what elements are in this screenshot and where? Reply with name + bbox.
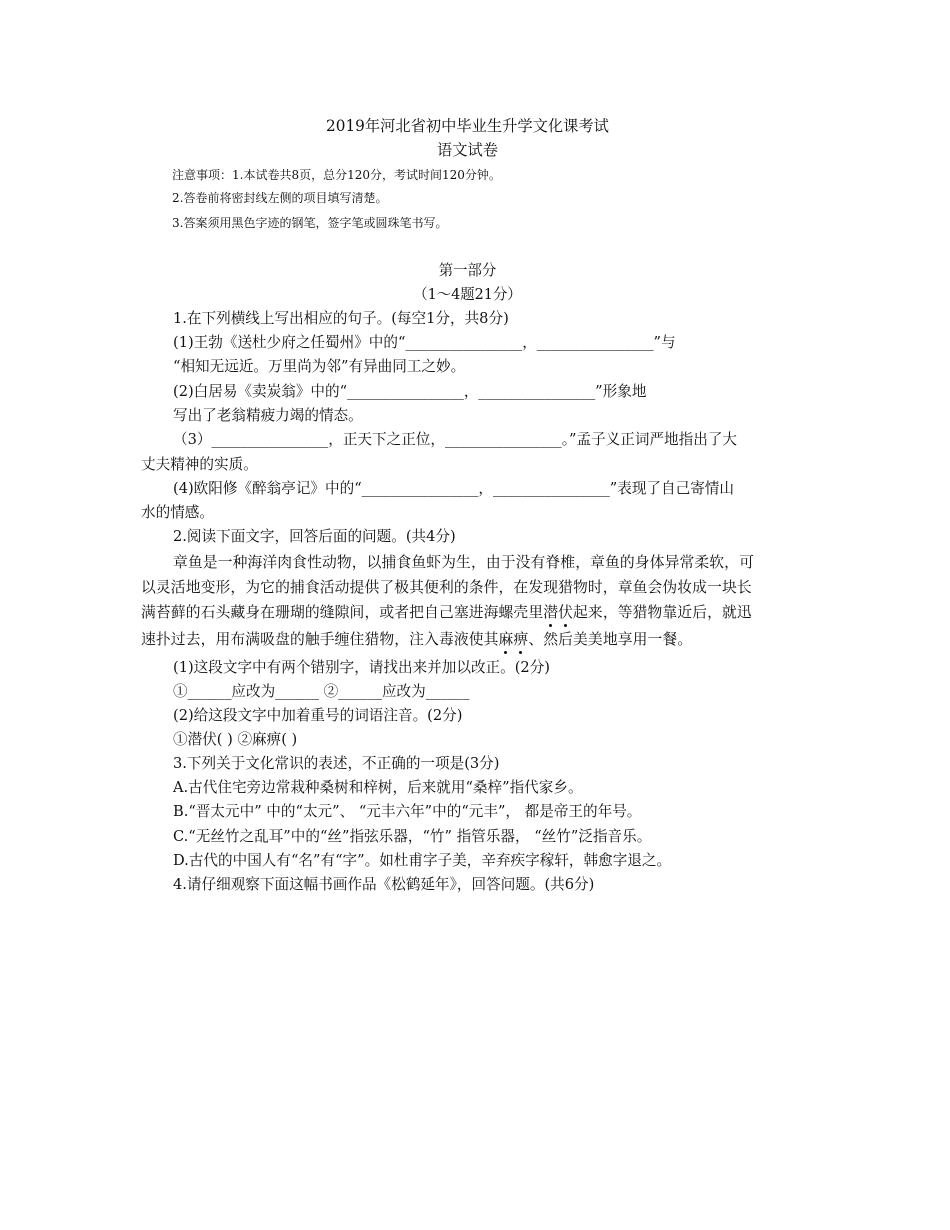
emphasized-char: 麻 <box>498 631 514 648</box>
q1-item3-line2: 丈夫精神的实质。 <box>141 456 258 473</box>
passage-text: 速扑过去，用布满吸盘的触手缠住猎物，注入毒液使其 <box>141 631 499 648</box>
q1-stem: 1.在下列横线上写出相应的句子。(每空1分，共8分) <box>173 310 509 327</box>
q2-sub1-blanks: ①______应改为______ ②______应改为______ <box>173 683 470 700</box>
notice-line-3: 3.答案须用黑色字迹的钢笔，签字笔或圆珠笔书写。 <box>172 216 448 230</box>
q3-option-a: A.古代住宅旁边常栽种桑树和梓树，后来就用“桑梓”指代家乡。 <box>173 779 583 796</box>
q1-item4-line2: 水的情感。 <box>141 504 214 521</box>
q2-passage-line-4 <box>141 633 692 648</box>
emphasized-char: 潜 <box>543 604 559 621</box>
notice-line-1: 注意事项：1.本试卷共8页，总分120分，考试时间120分钟。 <box>172 168 501 182</box>
q1-item1-line1: (1)王勃《送杜少府之任蜀州》中的“________________，________________”与 <box>173 334 676 351</box>
exam-subtitle: 语文试卷 <box>436 141 499 159</box>
emphasized-char: 痹 <box>513 631 529 648</box>
q2-sub2-items: ①潜伏( ) ②麻痹( ) <box>173 731 298 748</box>
part-title: 第一部分 <box>438 262 497 279</box>
q1-item2-line2: 写出了老翁精疲力竭的情态。 <box>173 407 363 424</box>
q1-item3-line1: （3）________________，正天下之正位，________________。”孟子义正词严地指出了大 <box>173 431 738 448</box>
part-score: （1～4题21分） <box>413 286 522 303</box>
passage-text: 、然后美美地享用一餐。 <box>528 631 693 648</box>
q3-option-d: D.古代的中国人有“名”有“字”。如杜甫字子美，辛弃疾字稼轩，韩愈字退之。 <box>173 852 672 869</box>
q2-passage-line-1: 章鱼是一种海洋肉食性动物，以捕食鱼虾为生，由于没有脊椎，章鱼的身体异常柔软，可 <box>173 554 754 571</box>
q1-item1-line2: “相知无远近。万里尚为邻”有异曲同工之妙。 <box>173 358 466 375</box>
q2-stem: 2.阅读下面文字，回答后面的问题。(共4分) <box>173 528 456 545</box>
q2-passage-line-2: 以灵活地变形，为它的捕食活动提供了极其便利的条件，在发现猎物时，章鱼会伪妆成一块长 <box>141 579 752 596</box>
passage-text: 满苔藓的石头藏身在珊瑚的缝隙间，或者把自己塞进海螺壳里 <box>141 604 544 621</box>
passage-text: 起来，等猎物靠近后，就迅 <box>573 604 752 621</box>
notice-line-2: 2.答卷前将密封线左侧的项目填写清楚。 <box>172 191 388 205</box>
q3-option-b: B.“晋太元中” 中的“太元”、 “元丰六年”中的“元丰”， 都是帝王的年号。 <box>173 803 642 820</box>
q2-passage-line-3 <box>141 606 752 621</box>
q3-stem: 3.下列关于文化常识的表述，不正确的一项是(3分) <box>173 755 500 772</box>
q1-item4-line1: (4)欧阳修《醉翁亭记》中的“________________，________________”表现了自己寄情山 <box>173 480 734 497</box>
q1-item2-line1: (2)白居易《卖炭翁》中的“________________，________________”形象地 <box>173 383 647 400</box>
q4-stem: 4.请仔细观察下面这幅书画作品《松鹤延年》，回答问题。(共6分) <box>173 876 595 893</box>
q3-option-c: C.“无丝竹之乱耳”中的“丝”指弦乐器，“竹” 指管乐器， “丝竹”泛指音乐。 <box>173 828 652 845</box>
q2-sub2: (2)给这段文字中加着重号的词语注音。(2分) <box>173 707 463 724</box>
q2-sub1: (1)这段文字中有两个错别字，请找出来并加以改正。(2分) <box>173 659 551 676</box>
exam-title: 2019年河北省初中毕业生升学文化课考试 <box>326 117 609 135</box>
emphasized-char: 伏 <box>558 604 574 621</box>
